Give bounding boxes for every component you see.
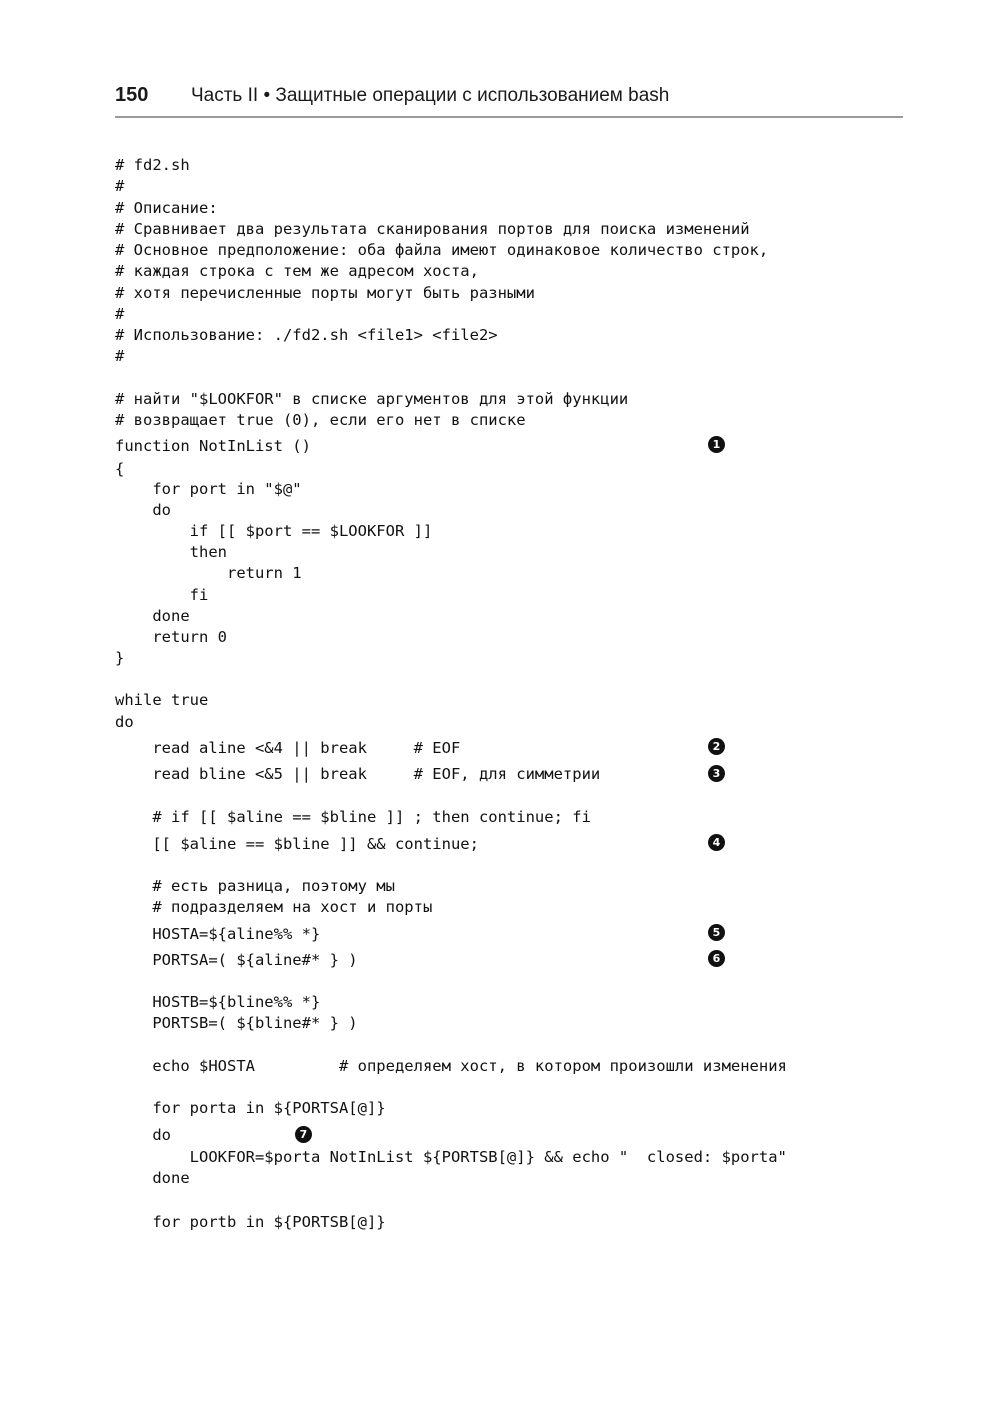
callout-marker-5: 5 bbox=[708, 924, 725, 941]
code-line: HOSTA=${aline%% *} bbox=[115, 925, 321, 943]
code-line: PORTSB=( ${bline#* } ) bbox=[115, 1014, 358, 1032]
code-line: do bbox=[115, 713, 134, 731]
code-line: for port in "$@" bbox=[115, 480, 302, 498]
code-line: # fd2.sh bbox=[115, 156, 190, 174]
code-line: HOSTB=${bline%% *} bbox=[115, 993, 321, 1011]
callout-marker-3: 3 bbox=[708, 765, 725, 782]
code-line: do bbox=[115, 501, 171, 519]
code-line: LOOKFOR=$porta NotInList ${PORTSB[@]} && echo " closed: $porta" bbox=[115, 1148, 787, 1166]
code-line: for porta in ${PORTSA[@]} bbox=[115, 1099, 386, 1117]
code-line: # Сравнивает два результата сканирования портов для поиска изменений bbox=[115, 220, 750, 238]
code-line: # Использование: ./fd2.sh <file1> <file2> bbox=[115, 326, 498, 344]
page-number: 150 bbox=[115, 84, 149, 106]
code-line: # подразделяем на хост и порты bbox=[115, 898, 433, 916]
code-line: [[ $aline == $bline ]] && continue; bbox=[115, 835, 479, 853]
code-line: if [[ $port == $LOOKFOR ]] bbox=[115, 522, 433, 540]
page-header bbox=[115, 80, 903, 118]
code-line: { bbox=[115, 460, 125, 478]
code-line: fi bbox=[115, 586, 209, 604]
code-line: while true bbox=[115, 691, 209, 709]
callout-marker-4: 4 bbox=[708, 834, 725, 851]
code-line: } bbox=[115, 649, 125, 667]
code-line: read bline <&5 || break # EOF, для симметрии bbox=[115, 765, 601, 783]
code-line: # найти "$LOOKFOR" в списке аргументов для этой функции bbox=[115, 390, 629, 408]
code-line: # bbox=[115, 347, 125, 365]
code-line: # каждая строка с тем же адресом хоста, bbox=[115, 262, 479, 280]
code-line: # Основное предположение: оба файла имеют одинаковое количество строк, bbox=[115, 241, 769, 259]
code-line: echo $HOSTA # определяем хост, в котором произошли изменения bbox=[115, 1057, 787, 1075]
code-line: done bbox=[115, 1169, 190, 1187]
callout-marker-2: 2 bbox=[708, 738, 725, 755]
code-line: # Описание: bbox=[115, 199, 218, 217]
code-line: # if [[ $aline == $bline ]] ; then continue; fi bbox=[115, 808, 591, 826]
code-line: function NotInList () bbox=[115, 437, 311, 455]
running-title: Часть II • Защитные операции с использованием bash bbox=[191, 85, 670, 106]
code-line: # возвращает true (0), если его нет в списке bbox=[115, 411, 526, 429]
code-line: # bbox=[115, 177, 125, 195]
code-line: return 1 bbox=[115, 564, 302, 582]
code-line: # bbox=[115, 305, 125, 323]
code-line: # хотя перечисленные порты могут быть разными bbox=[115, 284, 535, 302]
code-line: read aline <&4 || break # EOF bbox=[115, 739, 461, 757]
callout-marker-6: 6 bbox=[708, 950, 725, 967]
code-line: for portb in ${PORTSB[@]} bbox=[115, 1213, 386, 1231]
callout-marker-7: 7 bbox=[295, 1126, 312, 1143]
code-line: do bbox=[115, 1126, 171, 1144]
code-line: PORTSA=( ${aline#* } ) bbox=[115, 951, 358, 969]
code-line: done bbox=[115, 607, 190, 625]
code-line: return 0 bbox=[115, 628, 227, 646]
code-line: # есть разница, поэтому мы bbox=[115, 877, 395, 895]
callout-marker-1: 1 bbox=[708, 436, 725, 453]
code-line: then bbox=[115, 543, 227, 561]
